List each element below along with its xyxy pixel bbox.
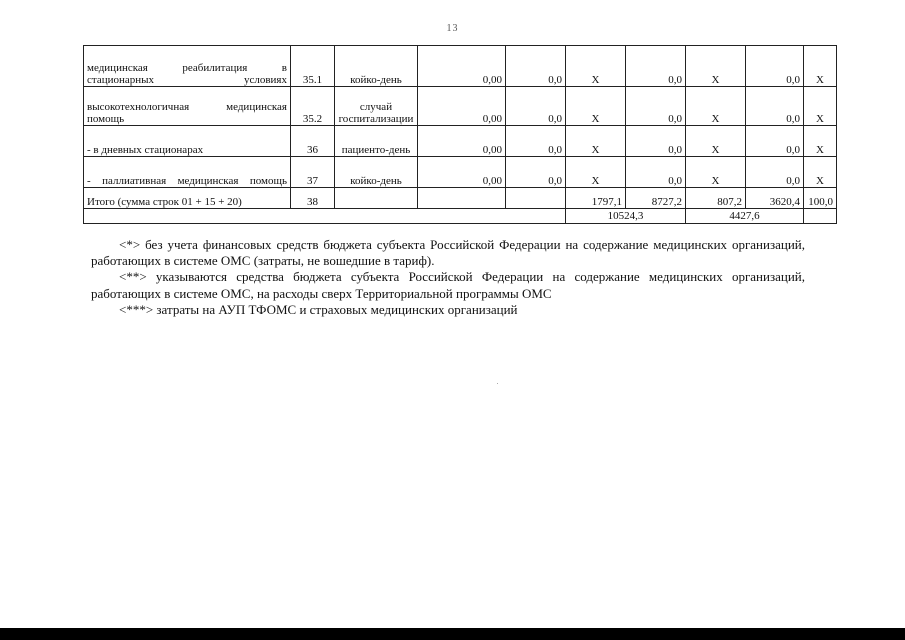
table-row [84, 157, 837, 188]
table-row [84, 46, 837, 87]
cell-value: 0,00 [418, 126, 506, 157]
cell-value: 0,0 [746, 126, 804, 157]
cell-value: 0,0 [626, 46, 686, 87]
cell-value: Х [686, 87, 746, 126]
cell-value: Х [686, 46, 746, 87]
cell-value: 0,00 [418, 46, 506, 87]
cell-value: Х [566, 87, 626, 126]
page-number: 13 [446, 23, 459, 34]
cell-value: 0,0 [506, 157, 566, 188]
cell-value: 0,0 [506, 87, 566, 126]
scan-speck [497, 383, 498, 384]
empty-cell [418, 188, 506, 209]
cell-value: 0,0 [626, 157, 686, 188]
row-code: 35.1 [291, 46, 335, 87]
row-code: 37 [291, 157, 335, 188]
cell-value: Х [566, 126, 626, 157]
footnote-3: <***> затраты на АУП ТФОМС и страховых медицинских организаций [119, 301, 518, 317]
cell-value: 0,0 [746, 46, 804, 87]
footnote-2: <**> указываются средства бюджета субъекта Российской Федерации на содержание медицинских организаций, работающих в системе ОМС, на расходы сверх Территориальной программы ОМС [91, 269, 805, 301]
cell-value: Х [804, 87, 837, 126]
row-name: - в дневных стационарах [84, 126, 291, 157]
row-name: медицинская реабилитация в стационарных условиях [84, 46, 291, 87]
cell-value: Х [804, 126, 837, 157]
total-code: 38 [291, 188, 335, 209]
footnote-1: <*> без учета финансовых средств бюджета субъекта Российской Федерации на содержание медицинских организаций, работающих в системе ОМС (затраты, не вошедшие в тариф). [91, 237, 805, 269]
subtotal-b: 4427,6 [686, 209, 804, 224]
total-value: 8727,2 [626, 188, 686, 209]
cell-value: 0,0 [626, 87, 686, 126]
financing-table [83, 45, 837, 224]
total-value: 3620,4 [746, 188, 804, 209]
row-unit: пациенто-день [335, 126, 418, 157]
row-code: 35.2 [291, 87, 335, 126]
total-value: 1797,1 [566, 188, 626, 209]
subtotal-a: 10524,3 [566, 209, 686, 224]
total-name: Итого (сумма строк 01 + 15 + 20) [84, 188, 291, 209]
table-row [84, 126, 837, 157]
cell-value: Х [804, 46, 837, 87]
row-name: - паллиативная медицинская помощь [84, 157, 291, 188]
total-value: 100,0 [804, 188, 837, 209]
row-code: 36 [291, 126, 335, 157]
cell-value: Х [686, 157, 746, 188]
cell-value: Х [686, 126, 746, 157]
empty-cell [335, 188, 418, 209]
cell-value: 0,00 [418, 87, 506, 126]
subtotal-row [84, 209, 837, 224]
footnotes [91, 237, 805, 318]
total-value: 807,2 [686, 188, 746, 209]
cell-value: 0,0 [506, 46, 566, 87]
cell-value: Х [804, 157, 837, 188]
row-name: высокотехнологичная медицинская помощь [84, 87, 291, 126]
total-row [84, 188, 837, 209]
cell-value: 0,00 [418, 157, 506, 188]
cell-value: 0,0 [506, 126, 566, 157]
cell-value: 0,0 [626, 126, 686, 157]
scan-border [0, 628, 905, 640]
empty-cell [506, 188, 566, 209]
row-unit: койко-день [335, 46, 418, 87]
cell-value: 0,0 [746, 157, 804, 188]
row-unit: случай госпитализации [335, 87, 418, 126]
cell-value: 0,0 [746, 87, 804, 126]
table-row [84, 87, 837, 126]
cell-value: Х [566, 157, 626, 188]
row-unit: койко-день [335, 157, 418, 188]
cell-value: Х [566, 46, 626, 87]
